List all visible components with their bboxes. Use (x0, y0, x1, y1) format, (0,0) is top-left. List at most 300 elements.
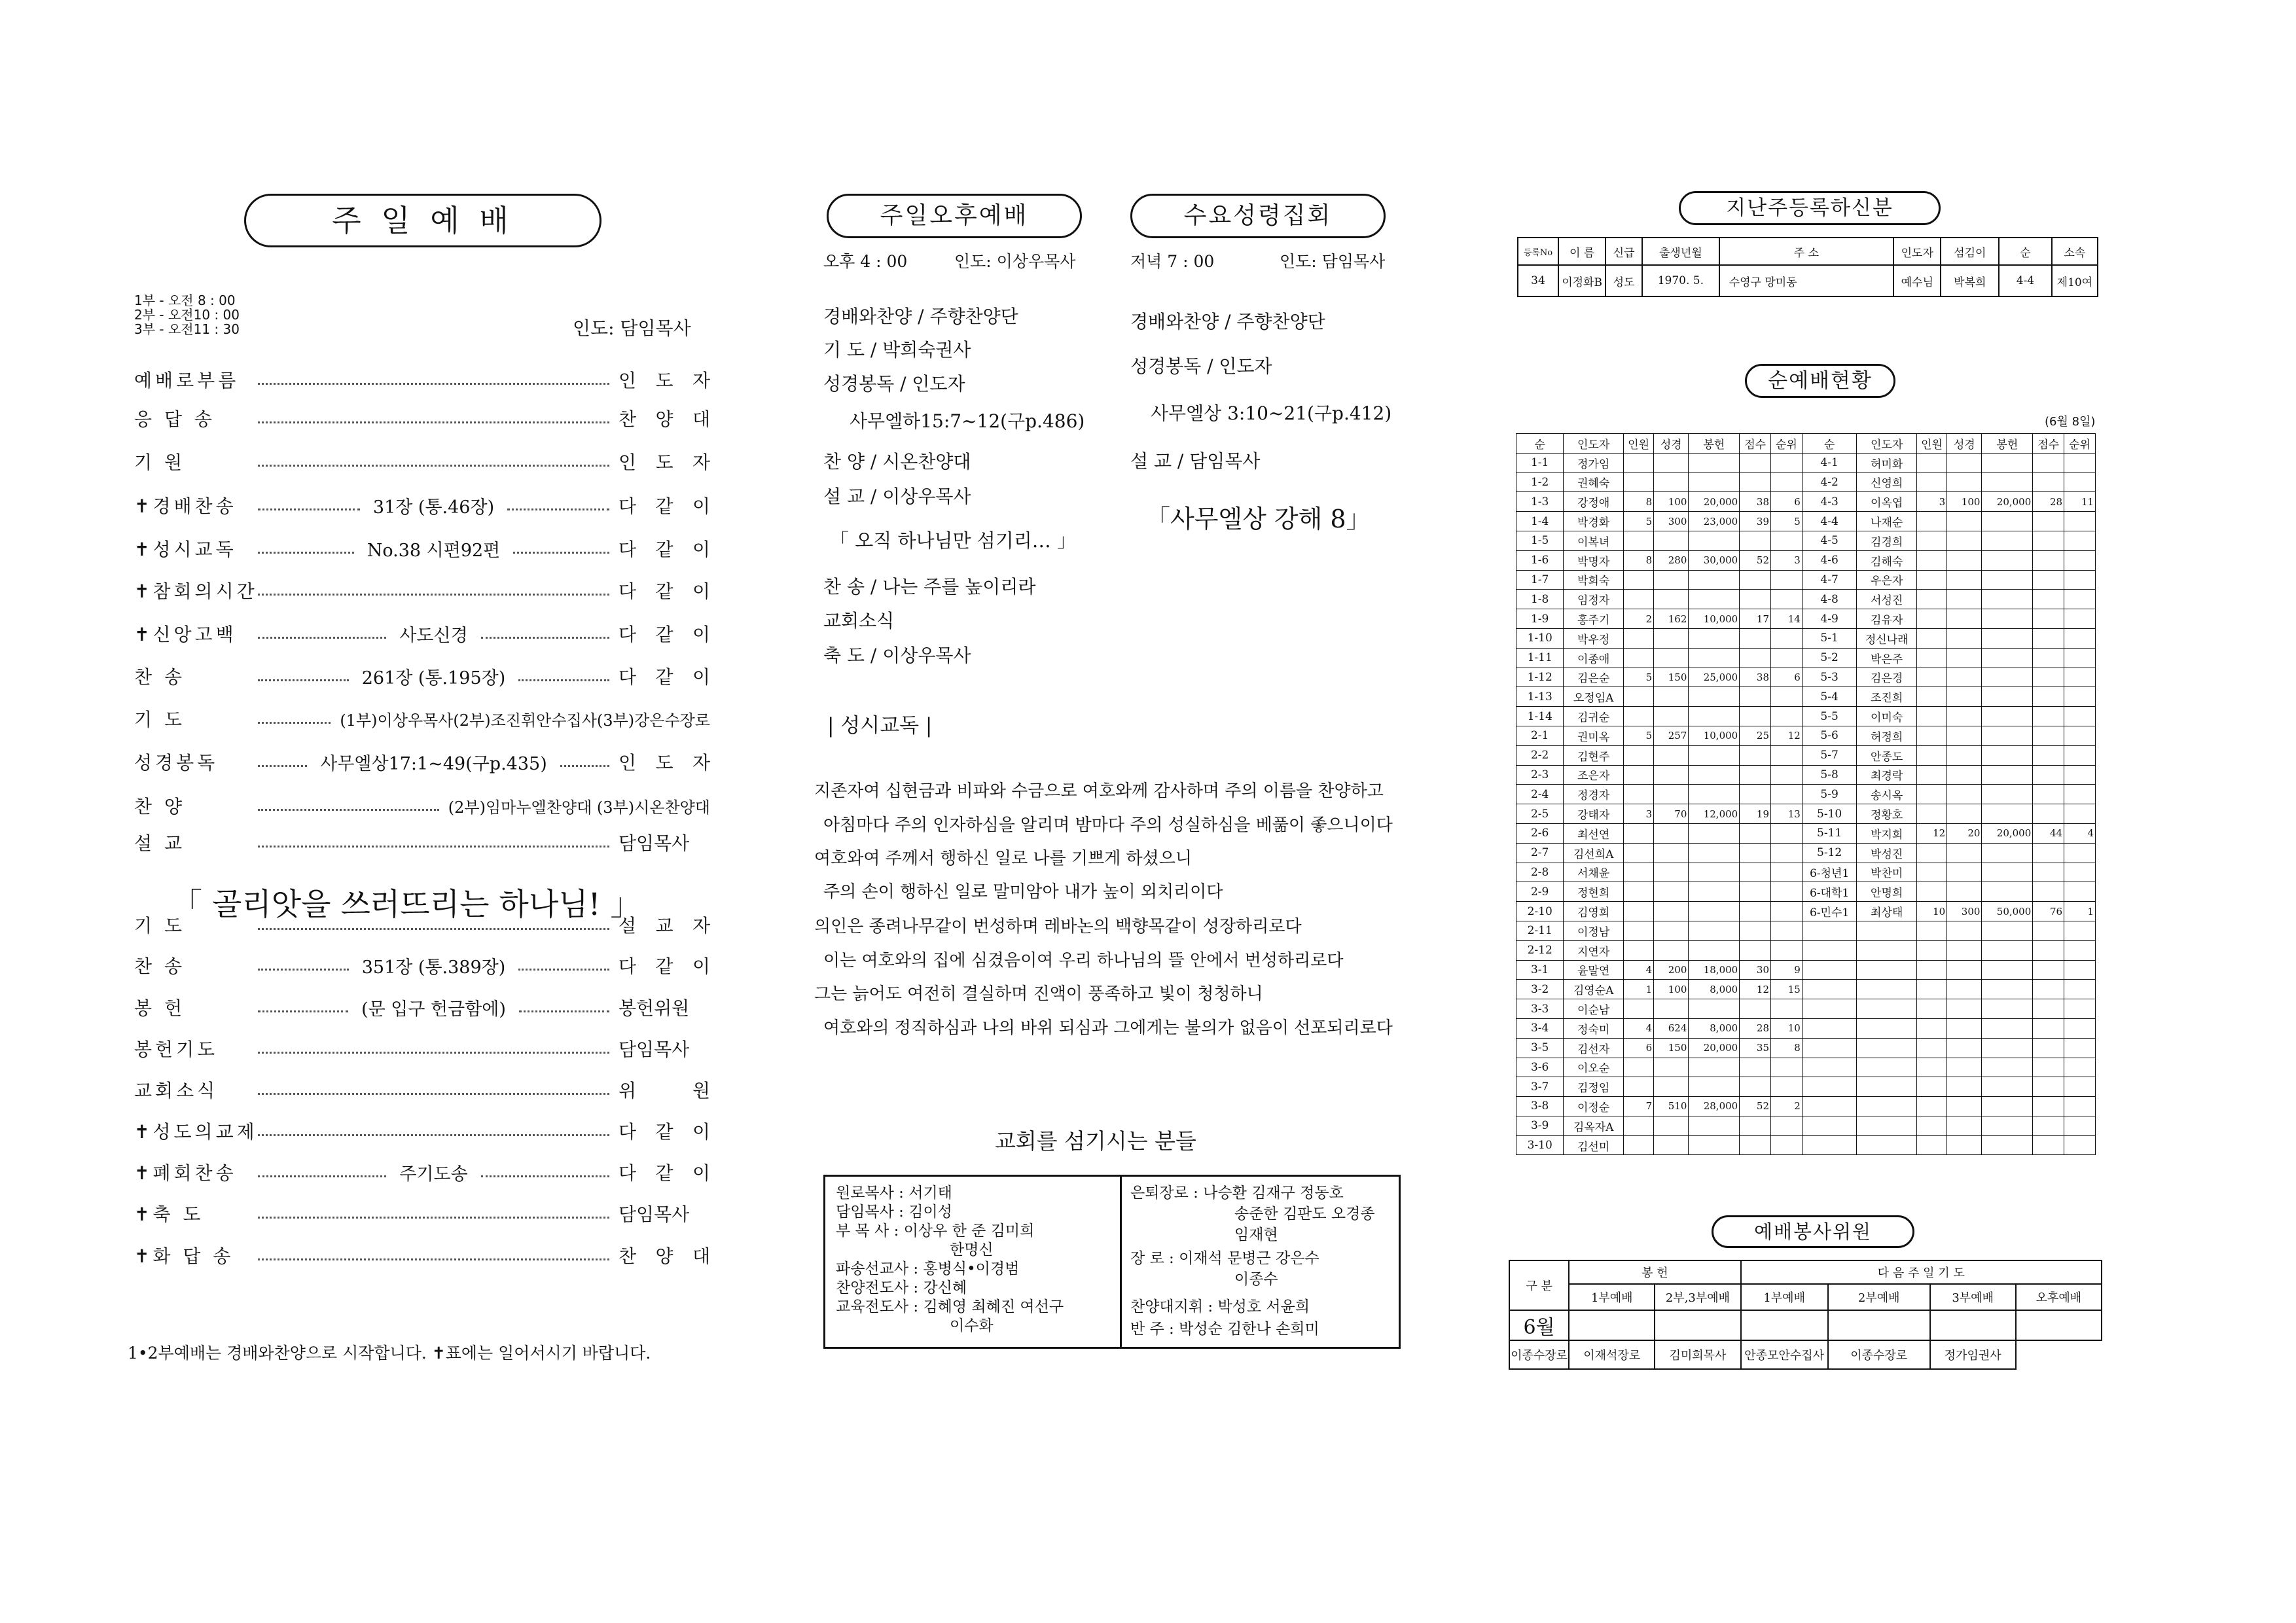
attendance-cell (1982, 473, 2033, 492)
attendance-cell: 1-10 (1516, 628, 1564, 648)
attendance-cell: 300 (1654, 512, 1689, 531)
attendance-cell (1771, 453, 1803, 473)
attendance-header: 점수 (2033, 434, 2064, 454)
attendance-cell: 조진희 (1857, 687, 1917, 707)
attendance-cell (1916, 668, 1946, 687)
attendance-cell: 5-11 (1802, 823, 1857, 843)
attendance-cell (1916, 628, 1946, 648)
attendance-cell: 1-9 (1516, 609, 1564, 629)
attendance-cell (1623, 1058, 1653, 1077)
attendance-cell: 1-1 (1516, 453, 1564, 473)
responsive-reading-title: | 성시교독 | (827, 714, 933, 738)
attendance-cell (1740, 745, 1771, 765)
reg-cell: 수영구 망미동 (1719, 265, 1893, 296)
wednesday-service-title-text: 수요성령집회 (1183, 202, 1333, 229)
service-sub: 오후예배 (2016, 1284, 2102, 1310)
sunday-service-title-text: 주 일 예 배 (332, 203, 514, 238)
staff-left-line: 담임목사 : 김이성 (836, 1204, 952, 1221)
attendance-cell (1947, 921, 1982, 940)
attendance-cell: 오정임A (1564, 687, 1624, 707)
attendance-cell: 35 (1740, 1038, 1771, 1058)
attendance-cell (1916, 726, 1946, 745)
attendance-date: (6월 8일) (2045, 415, 2096, 429)
attendance-cell (1654, 1077, 1689, 1097)
attendance-cell: 5-3 (1802, 668, 1857, 687)
attendance-cell (1916, 453, 1946, 473)
attendance-header-row (1516, 434, 2096, 454)
attendance-cell (1771, 687, 1803, 707)
attendance-row (1516, 882, 2096, 902)
attendance-cell (2033, 1116, 2064, 1135)
order-item-detail: (문 입구 헌금함에) (361, 999, 506, 1020)
order-item-leader: 찬 양 대 (619, 1245, 710, 1267)
attendance-cell (1802, 1116, 1857, 1135)
attendance-cell (1802, 1018, 1857, 1038)
attendance-cell (1623, 648, 1653, 668)
order-item-leader: 다 같 이 (619, 1121, 710, 1143)
attendance-cell (2064, 882, 2096, 902)
attendance-cell (1689, 628, 1740, 648)
attendance-cell (1916, 1116, 1946, 1135)
attendance-cell (1857, 1077, 1917, 1097)
reading-line: 주의 손이 행하신 일로 말미암아 내가 높이 외치리이다 (823, 882, 1223, 902)
attendance-cell: 28,000 (1689, 1097, 1740, 1116)
order-row (134, 1115, 710, 1147)
service-header-row (1509, 1260, 2102, 1284)
attendance-cell (1947, 1018, 1982, 1038)
attendance-cell (1689, 882, 1740, 902)
attendance-row (1516, 648, 2096, 668)
reading-line: 의인은 종려나무같이 번성하며 레바논의 백향목같이 성장하리로다 (814, 917, 1302, 936)
reading-line: 아침마다 주의 인자하심을 알리며 밤마다 주의 성실하심을 베풂이 좋으니이다 (823, 815, 1393, 835)
attendance-cell: 1-8 (1516, 590, 1564, 609)
order-row (134, 617, 710, 650)
attendance-cell (2064, 863, 2096, 882)
attendance-cell: 김귀순 (1564, 707, 1624, 726)
service-prayer-head: 다 음 주 일 기 도 (1741, 1260, 2102, 1284)
reg-header: 주 소 (1719, 238, 1893, 265)
dotted-leader (258, 846, 609, 847)
order-item-name: 찬 양 (134, 796, 185, 817)
attendance-cell (1623, 902, 1653, 921)
order-item-name: 기 원 (134, 452, 185, 473)
order-item-leader: 인 도 자 (619, 752, 710, 774)
attendance-cell (1916, 1077, 1946, 1097)
attendance-cell: 20 (1947, 823, 1982, 843)
attendance-row (1516, 980, 2096, 999)
reading-line: 그는 늙어도 여전히 결실하며 진액이 풍족하고 빛이 청청하니 (814, 984, 1263, 1004)
attendance-cell: 2-9 (1516, 882, 1564, 902)
order-item-detail: 사무엘상17:1~49(구p.435) (320, 753, 547, 774)
attendance-cell: 조은자 (1564, 765, 1624, 785)
attendance-cell: 1-3 (1516, 492, 1564, 512)
attendance-cell: 6-청년1 (1802, 863, 1857, 882)
dotted-leader (258, 1052, 609, 1054)
attendance-cell (1654, 473, 1689, 492)
service-sub: 2부예배 (1828, 1284, 1930, 1310)
attendance-cell (1802, 999, 1857, 1019)
attendance-cell: 서성진 (1857, 590, 1917, 609)
attendance-cell (1916, 882, 1946, 902)
attendance-cell (2064, 745, 2096, 765)
attendance-cell: 20,000 (1982, 492, 2033, 512)
attendance-cell (1982, 707, 2033, 726)
attendance-cell (1623, 863, 1653, 882)
staff-left-line: 교육전도사 : 김혜영 최혜진 여선구 (836, 1298, 1064, 1315)
attendance-cell (1857, 1097, 1917, 1116)
service-time-3: 3부 - 오전11 : 30 (134, 321, 240, 337)
attendance-cell: 10 (1771, 1018, 1803, 1038)
attendance-cell (1982, 1018, 2033, 1038)
attendance-cell (1740, 902, 1771, 921)
dotted-leader (258, 465, 609, 467)
afternoon-line: 교회소식 (823, 610, 895, 632)
attendance-cell (1654, 863, 1689, 882)
order-item-detail: 31장 (통.46장) (372, 497, 495, 518)
attendance-cell: 김유자 (1857, 609, 1917, 629)
attendance-cell: 김은경 (1857, 668, 1917, 687)
attendance-cell (1916, 980, 1946, 999)
order-item-name: 봉헌기도 (134, 1039, 219, 1060)
attendance-cell: 2-3 (1516, 765, 1564, 785)
order-item-leader: 인 도 자 (619, 452, 710, 473)
attendance-cell: 19 (1740, 804, 1771, 824)
attendance-cell: 12 (1771, 726, 1803, 745)
attendance-cell: 30,000 (1689, 550, 1740, 570)
attendance-row (1516, 1135, 2096, 1155)
attendance-cell (1982, 1058, 2033, 1077)
attendance-cell (2064, 1116, 2096, 1135)
attendance-cell (1982, 785, 2033, 804)
attendance-cell: 38 (1740, 492, 1771, 512)
attendance-cell: 2-5 (1516, 804, 1564, 824)
attendance-cell (1947, 512, 1982, 531)
attendance-cell (1916, 1018, 1946, 1038)
attendance-cell: 3 (1623, 804, 1653, 824)
attendance-cell (1916, 804, 1946, 824)
order-item-leader: 담임목사 (619, 832, 690, 854)
order-row (134, 363, 710, 396)
dotted-leader (258, 722, 331, 724)
attendance-cell (2033, 940, 2064, 960)
attendance-cell (1947, 785, 1982, 804)
attendance-cell: 25,000 (1689, 668, 1740, 687)
attendance-cell (1947, 999, 1982, 1019)
attendance-cell (1947, 1077, 1982, 1097)
order-item-leader: 다 같 이 (619, 539, 710, 560)
attendance-cell: 3-4 (1516, 1018, 1564, 1038)
attendance-cell: 300 (1947, 902, 1982, 921)
attendance-cell (1947, 940, 1982, 960)
attendance-cell (1947, 863, 1982, 882)
attendance-cell (2033, 1058, 2064, 1077)
order-item-leader: 다 같 이 (619, 666, 710, 688)
attendance-cell (1916, 940, 1946, 960)
order-item-name: 예배로부름 (134, 370, 240, 391)
reg-header: 이 름 (1558, 238, 1605, 265)
attendance-cell: 5-4 (1802, 687, 1857, 707)
dotted-leader (518, 679, 609, 681)
order-item-detail: 261장 (통.195장) (361, 668, 506, 688)
attendance-cell (1947, 453, 1982, 473)
attendance-cell: 14 (1771, 609, 1803, 629)
attendance-row (1516, 1116, 2096, 1135)
attendance-cell (2064, 609, 2096, 629)
afternoon-line: 찬 양 / 시온찬양대 (823, 451, 971, 473)
attendance-cell (1947, 609, 1982, 629)
attendance-cell (1689, 473, 1740, 492)
registration-row (1518, 265, 2098, 296)
attendance-cell: 25 (1740, 726, 1771, 745)
attendance-cell (1802, 940, 1857, 960)
attendance-cell: 4-9 (1802, 609, 1857, 629)
wednesday-leader: 인도: 담임목사 (1280, 252, 1386, 271)
attendance-cell (1623, 823, 1653, 843)
attendance-cell (2033, 531, 2064, 550)
attendance-header: 성경 (1654, 434, 1689, 454)
order-row (134, 1032, 710, 1065)
attendance-cell (1857, 1018, 1917, 1038)
attendance-cell (1623, 745, 1653, 765)
attendance-row (1516, 453, 2096, 473)
attendance-cell (2064, 550, 2096, 570)
attendance-row (1516, 999, 2096, 1019)
attendance-cell (1689, 1135, 1740, 1155)
attendance-cell (1771, 628, 1803, 648)
attendance-cell (1982, 804, 2033, 824)
service-sub: 1부예배 (1741, 1284, 1828, 1310)
attendance-cell: 6-대학1 (1802, 882, 1857, 902)
attendance-cell (2064, 668, 2096, 687)
service-empty-cell (1655, 1310, 1740, 1340)
attendance-row (1516, 745, 2096, 765)
order-item-name: ✝성시교독 (134, 539, 237, 560)
attendance-cell (2033, 707, 2064, 726)
attendance-cell: 4 (1623, 960, 1653, 980)
attendance-cell (1740, 882, 1771, 902)
attendance-cell (1771, 1116, 1803, 1135)
attendance-row (1516, 707, 2096, 726)
attendance-cell: 정황호 (1857, 804, 1917, 824)
attendance-cell: 1 (2064, 902, 2096, 921)
attendance-row (1516, 1058, 2096, 1077)
order-item-leader: 다 같 이 (619, 955, 710, 977)
attendance-cell: 2-8 (1516, 863, 1564, 882)
attendance-cell (1740, 473, 1771, 492)
attendance-cell: 3 (1771, 550, 1803, 570)
attendance-cell: 20,000 (1689, 492, 1740, 512)
attendance-cell: 2 (1771, 1097, 1803, 1116)
attendance-row (1516, 1097, 2096, 1116)
attendance-cell (1947, 980, 1982, 999)
attendance-cell: 10,000 (1689, 609, 1740, 629)
attendance-cell: 12 (1916, 823, 1946, 843)
dotted-leader (258, 809, 439, 811)
attendance-cell: 5 (1623, 512, 1653, 531)
attendance-cell (1982, 1116, 2033, 1135)
attendance-cell (1916, 765, 1946, 785)
wednesday-line: 성경봉독 / 인도자 (1130, 355, 1272, 377)
attendance-cell: 12 (1740, 980, 1771, 999)
attendance-cell (2064, 590, 2096, 609)
attendance-cell (1740, 999, 1771, 1019)
attendance-cell (1740, 1077, 1771, 1097)
service-time-2: 2부 - 오전10 : 00 (134, 307, 240, 323)
service-month: 6월 (1509, 1310, 1569, 1340)
attendance-cell (2064, 1077, 2096, 1097)
attendance-cell (1689, 940, 1740, 960)
attendance-header: 봉헌 (1982, 434, 2033, 454)
attendance-cell: 박은주 (1857, 648, 1917, 668)
attendance-row (1516, 609, 2096, 629)
service-committee-table (1509, 1260, 2102, 1370)
attendance-cell: 신영희 (1857, 473, 1917, 492)
attendance-cell: 김해숙 (1857, 550, 1917, 570)
attendance-cell (1857, 1135, 1917, 1155)
dotted-leader (560, 765, 609, 767)
attendance-cell (1740, 1058, 1771, 1077)
attendance-cell (1771, 707, 1803, 726)
attendance-cell (1689, 1077, 1740, 1097)
attendance-cell (1916, 1038, 1946, 1058)
attendance-cell (1947, 648, 1982, 668)
attendance-cell: 18,000 (1689, 960, 1740, 980)
service-names-row (1509, 1310, 2102, 1340)
attendance-cell (1916, 785, 1946, 804)
attendance-row (1516, 843, 2096, 863)
attendance-cell: 3-7 (1516, 1077, 1564, 1097)
attendance-cell: 5-2 (1802, 648, 1857, 668)
attendance-cell: 200 (1654, 960, 1689, 980)
attendance-cell (1982, 648, 2033, 668)
attendance-cell (1740, 863, 1771, 882)
attendance-header: 성경 (1947, 434, 1982, 454)
attendance-cell (2033, 804, 2064, 824)
attendance-cell (1740, 531, 1771, 550)
dotted-leader (258, 552, 354, 554)
attendance-cell (1947, 707, 1982, 726)
attendance-cell (1689, 863, 1740, 882)
attendance-cell (1740, 843, 1771, 863)
attendance-cell: 17 (1740, 609, 1771, 629)
attendance-cell (1740, 648, 1771, 668)
attendance-cell (1654, 882, 1689, 902)
order-row (134, 532, 710, 565)
attendance-cell (1689, 999, 1740, 1019)
attendance-cell (2033, 453, 2064, 473)
attendance-cell (1771, 1135, 1803, 1155)
attendance-cell (1916, 473, 1946, 492)
attendance-cell (2064, 570, 2096, 590)
attendance-row (1516, 960, 2096, 980)
attendance-cell: 28 (1740, 1018, 1771, 1038)
attendance-cell: 김은순 (1564, 668, 1624, 687)
attendance-cell (1623, 1135, 1653, 1155)
attendance-cell (1771, 882, 1803, 902)
attendance-cell: 나재순 (1857, 512, 1917, 531)
dotted-leader (258, 421, 609, 423)
service-committee-title (1712, 1215, 1914, 1248)
attendance-cell: 허미화 (1857, 453, 1917, 473)
attendance-cell (1654, 999, 1689, 1019)
attendance-row (1516, 785, 2096, 804)
dotted-leader (258, 1258, 609, 1260)
attendance-cell (1771, 921, 1803, 940)
attendance-cell (1623, 453, 1653, 473)
attendance-cell: 3 (1916, 492, 1946, 512)
attendance-cell: 4-5 (1802, 531, 1857, 550)
attendance-cell: 8,000 (1689, 1018, 1740, 1038)
attendance-cell (2033, 785, 2064, 804)
attendance-cell: 임정자 (1564, 590, 1624, 609)
attendance-cell (1857, 999, 1917, 1019)
attendance-cell (1740, 1135, 1771, 1155)
attendance-cell (2064, 473, 2096, 492)
attendance-cell: 서채윤 (1564, 863, 1624, 882)
attendance-cell (2064, 726, 2096, 745)
attendance-row (1516, 473, 2096, 492)
staff-right-line: 임재현 (1234, 1226, 1278, 1243)
attendance-cell: 5-6 (1802, 726, 1857, 745)
order-item-detail: 351장 (통.389장) (361, 957, 506, 978)
attendance-cell (2033, 726, 2064, 745)
attendance-cell (1654, 1116, 1689, 1135)
attendance-cell: 150 (1654, 668, 1689, 687)
service-sub: 2부,3부예배 (1655, 1284, 1740, 1310)
reg-cell: 이정화B (1558, 265, 1605, 296)
attendance-cell (2033, 628, 2064, 648)
attendance-cell (1689, 921, 1740, 940)
attendance-cell (1771, 531, 1803, 550)
attendance-cell (1771, 590, 1803, 609)
attendance-cell (1623, 785, 1653, 804)
attendance-cell (2033, 1077, 2064, 1097)
attendance-cell (1982, 921, 2033, 940)
attendance-cell (1916, 648, 1946, 668)
order-item-name: 교회소식 (134, 1080, 219, 1101)
attendance-cell: 52 (1740, 1097, 1771, 1116)
attendance-cell (1982, 863, 2033, 882)
attendance-cell (2033, 668, 2064, 687)
order-item-name: 기 도 (134, 915, 185, 936)
order-item-detail: 사도신경 (399, 625, 468, 646)
staff-left-line: 찬양전도사 : 강신혜 (836, 1279, 967, 1296)
attendance-cell (2033, 550, 2064, 570)
attendance-cell (1623, 473, 1653, 492)
attendance-header: 순위 (2064, 434, 2096, 454)
attendance-cell (1916, 550, 1946, 570)
attendance-cell (1623, 687, 1653, 707)
attendance-cell: 10 (1916, 902, 1946, 921)
staff-left-line: 부 목 사 : 이상우 한 준 김미희 (836, 1222, 1035, 1240)
attendance-cell: 허정희 (1857, 726, 1917, 745)
attendance-cell (1916, 609, 1946, 629)
order-item-detail: 주기도송 (399, 1164, 468, 1185)
attendance-cell: 박지희 (1857, 823, 1917, 843)
attendance-cell (1740, 940, 1771, 960)
reg-cell: 성도 (1605, 265, 1642, 296)
attendance-cell (1982, 453, 2033, 473)
reg-header: 소속 (2052, 238, 2098, 265)
attendance-cell: 김경희 (1857, 531, 1917, 550)
order-row (134, 745, 710, 778)
attendance-cell (1982, 999, 2033, 1019)
attendance-cell (2064, 1058, 2096, 1077)
attendance-cell: 박성진 (1857, 843, 1917, 863)
attendance-cell: 3-9 (1516, 1116, 1564, 1135)
attendance-cell (1947, 1097, 1982, 1116)
attendance-cell (2033, 863, 2064, 882)
